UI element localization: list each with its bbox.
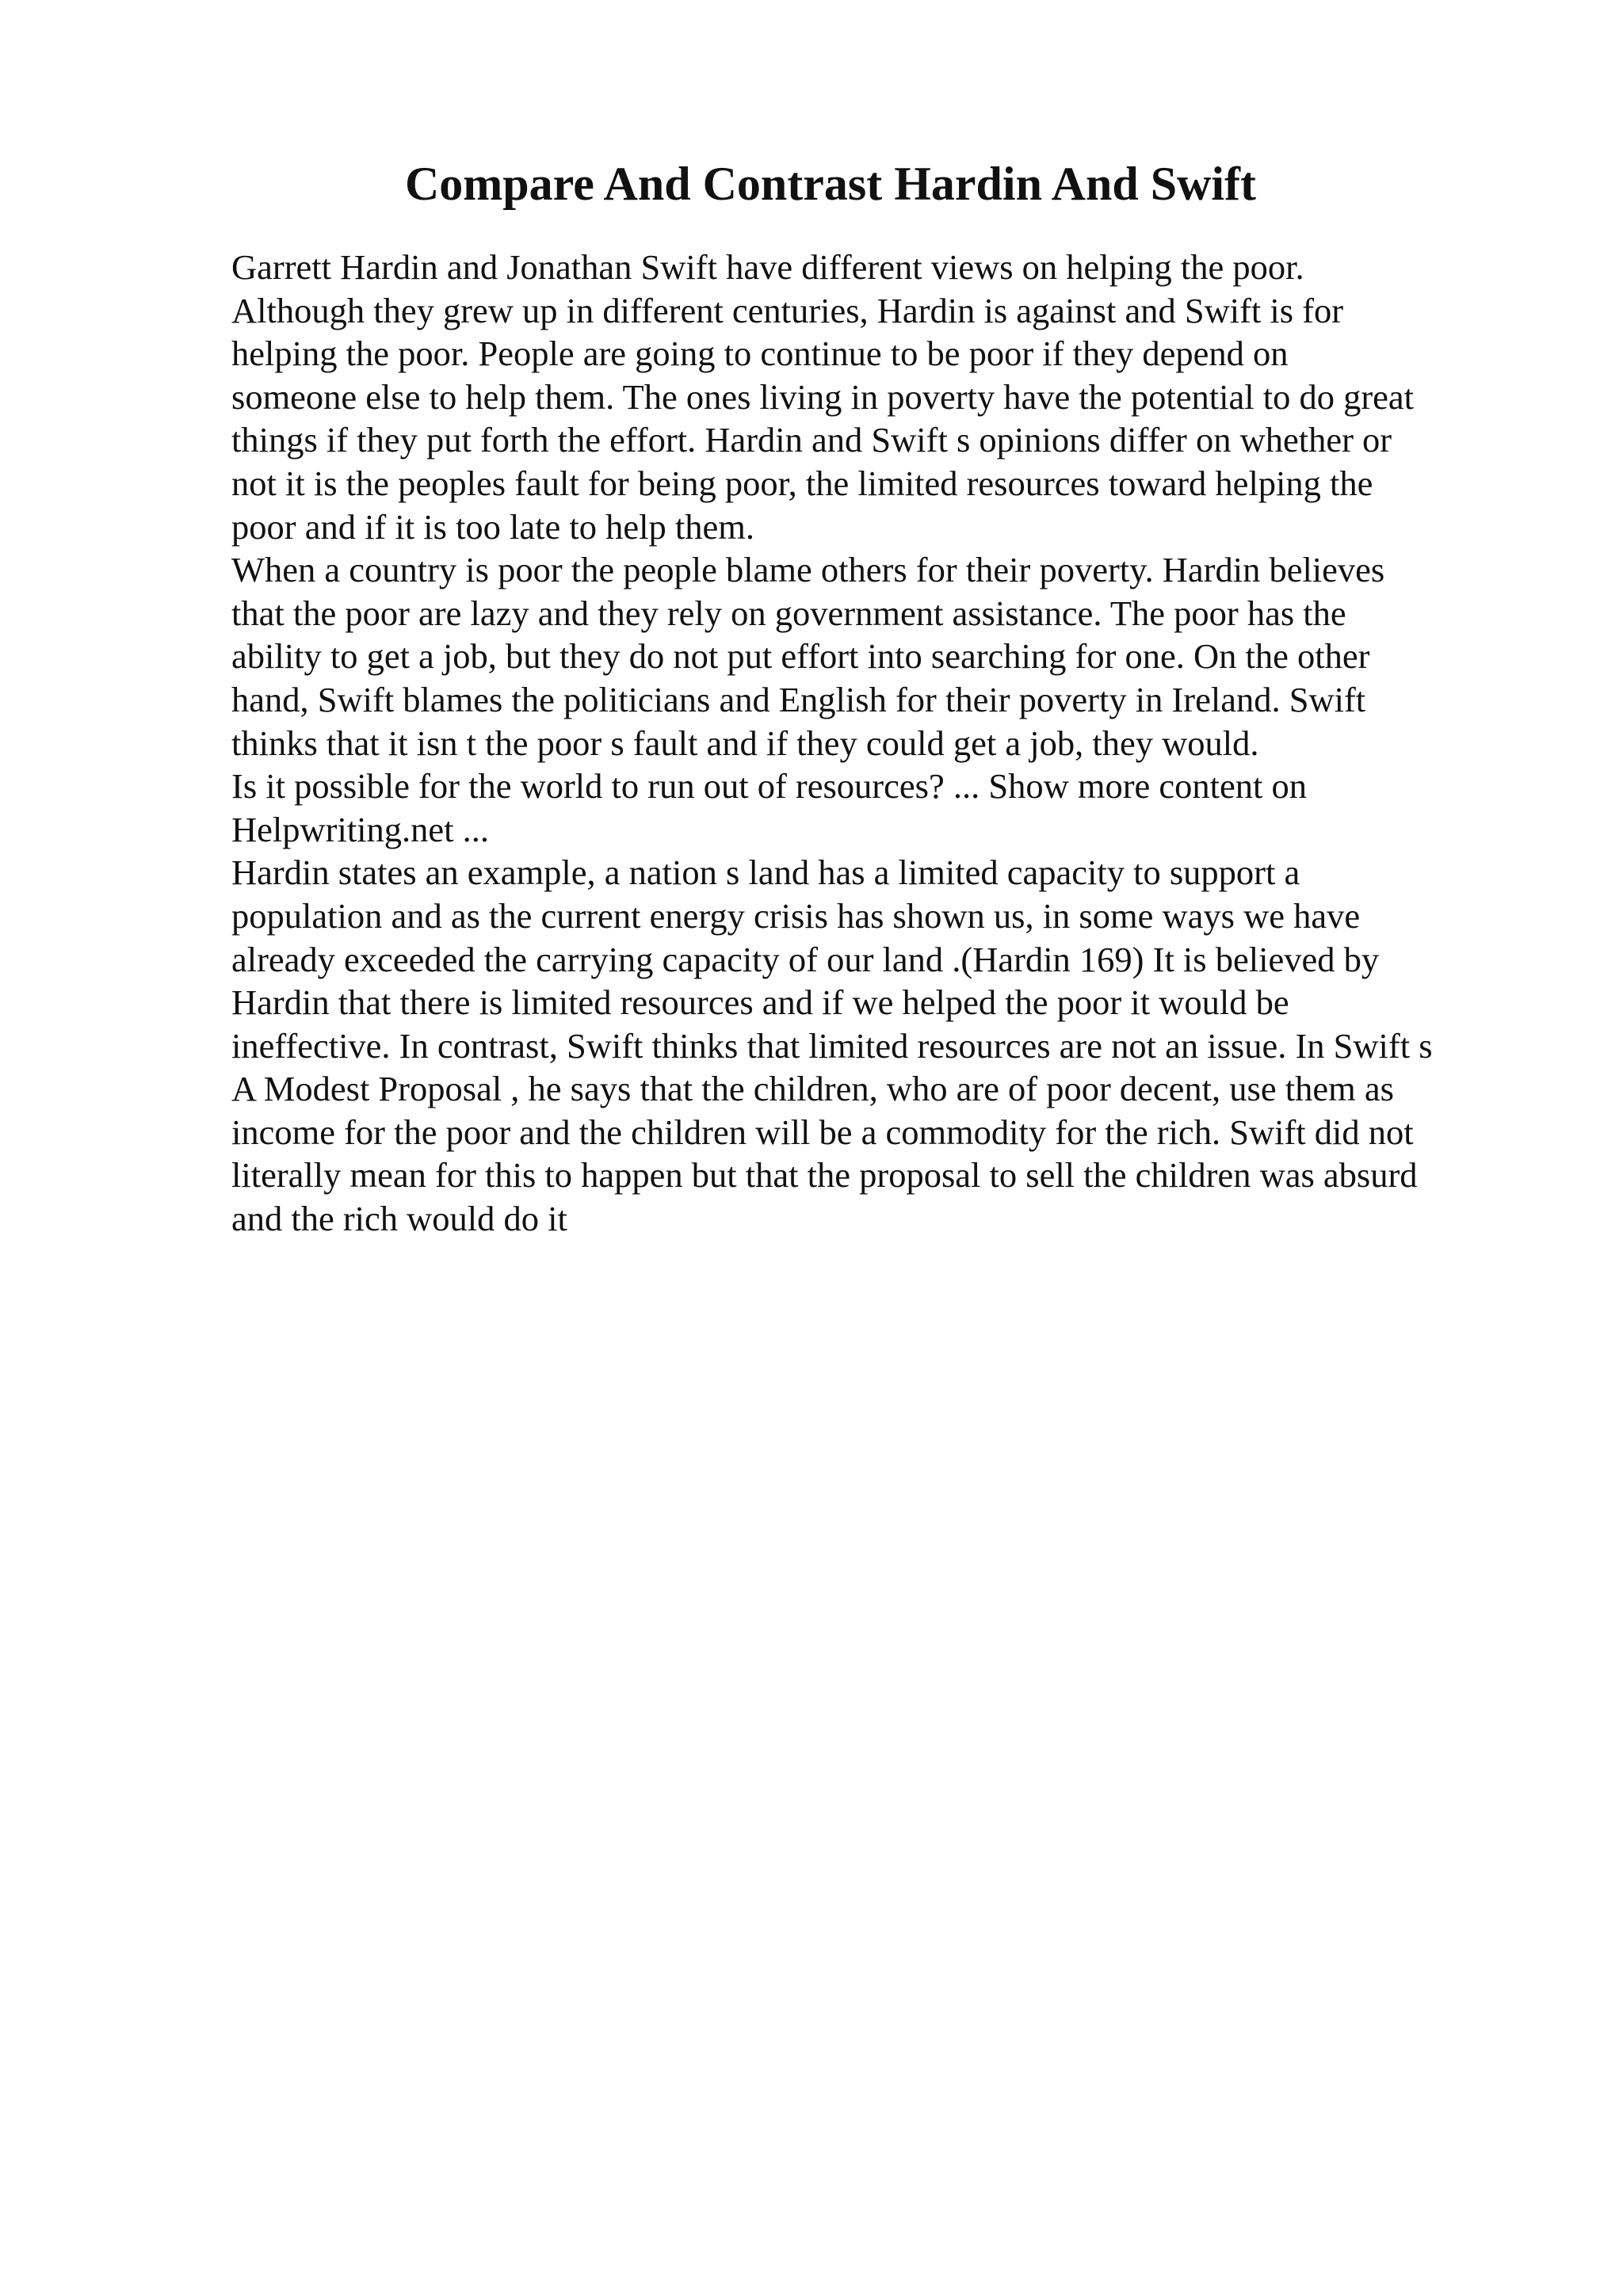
body-line: things if they put forth the effort. Hardin and Swift s opinions differ on whether or — [231, 420, 1392, 460]
body-line: income for the poor and the children will be a commodity for the rich. Swift did not — [231, 1112, 1414, 1152]
body-line: Is it possible for the world to run out of resources? ... Show more content on — [231, 766, 1307, 807]
body-line: thinks that it isn t the poor s fault and if they could get a job, they would. — [231, 723, 1259, 763]
body-line: already exceeded the carrying capacity of our land .(Hardin 169) It is believed by — [231, 939, 1380, 979]
body-line: and the rich would do it — [231, 1199, 567, 1239]
body-line: Hardin states an example, a nation s land has a limited capacity to support a — [231, 852, 1300, 893]
body-line: helping the poor. People are going to continue to be poor if they depend on — [231, 334, 1289, 374]
body-line: Although they grew up in different centuries, Hardin is against and Swift is for — [231, 290, 1344, 330]
body-line: Helpwriting.net ... — [231, 809, 490, 849]
body-line: not it is the peoples fault for being poor, the limited resources toward helping the — [231, 463, 1373, 503]
body-line: Garrett Hardin and Jonathan Swift have different views on helping the poor. — [231, 247, 1304, 287]
document-body — [231, 246, 1594, 1241]
body-line: A Modest Proposal , he says that the children, who are of poor decent, use them as — [231, 1069, 1394, 1109]
document-title: Compare And Contrast Hardin And Swift — [404, 158, 1257, 210]
body-line: hand, Swift blames the politicians and English for their poverty in Ireland. Swift — [231, 679, 1366, 719]
body-line: population and as the current energy crisis has shown us, in some ways we have — [231, 895, 1361, 936]
body-line: Hardin that there is limited resources and if we helped the poor it would be — [231, 982, 1289, 1023]
body-line: When a country is poor the people blame others for their poverty. Hardin believes — [231, 550, 1385, 590]
body-line: someone else to help them. The ones living in poverty have the potential to do great — [231, 376, 1415, 417]
body-line: ineffective. In contrast, Swift thinks that limited resources are not an issue. In Swift s — [231, 1025, 1433, 1066]
body-line: literally mean for this to happen but that the proposal to sell the children was absurd — [231, 1155, 1418, 1196]
body-line: poor and if it is too late to help them. — [231, 506, 754, 547]
body-line: ability to get a job, but they do not put effort into searching for one. On the other — [231, 636, 1370, 677]
body-line: that the poor are lazy and they rely on government assistance. The poor has the — [231, 593, 1346, 633]
